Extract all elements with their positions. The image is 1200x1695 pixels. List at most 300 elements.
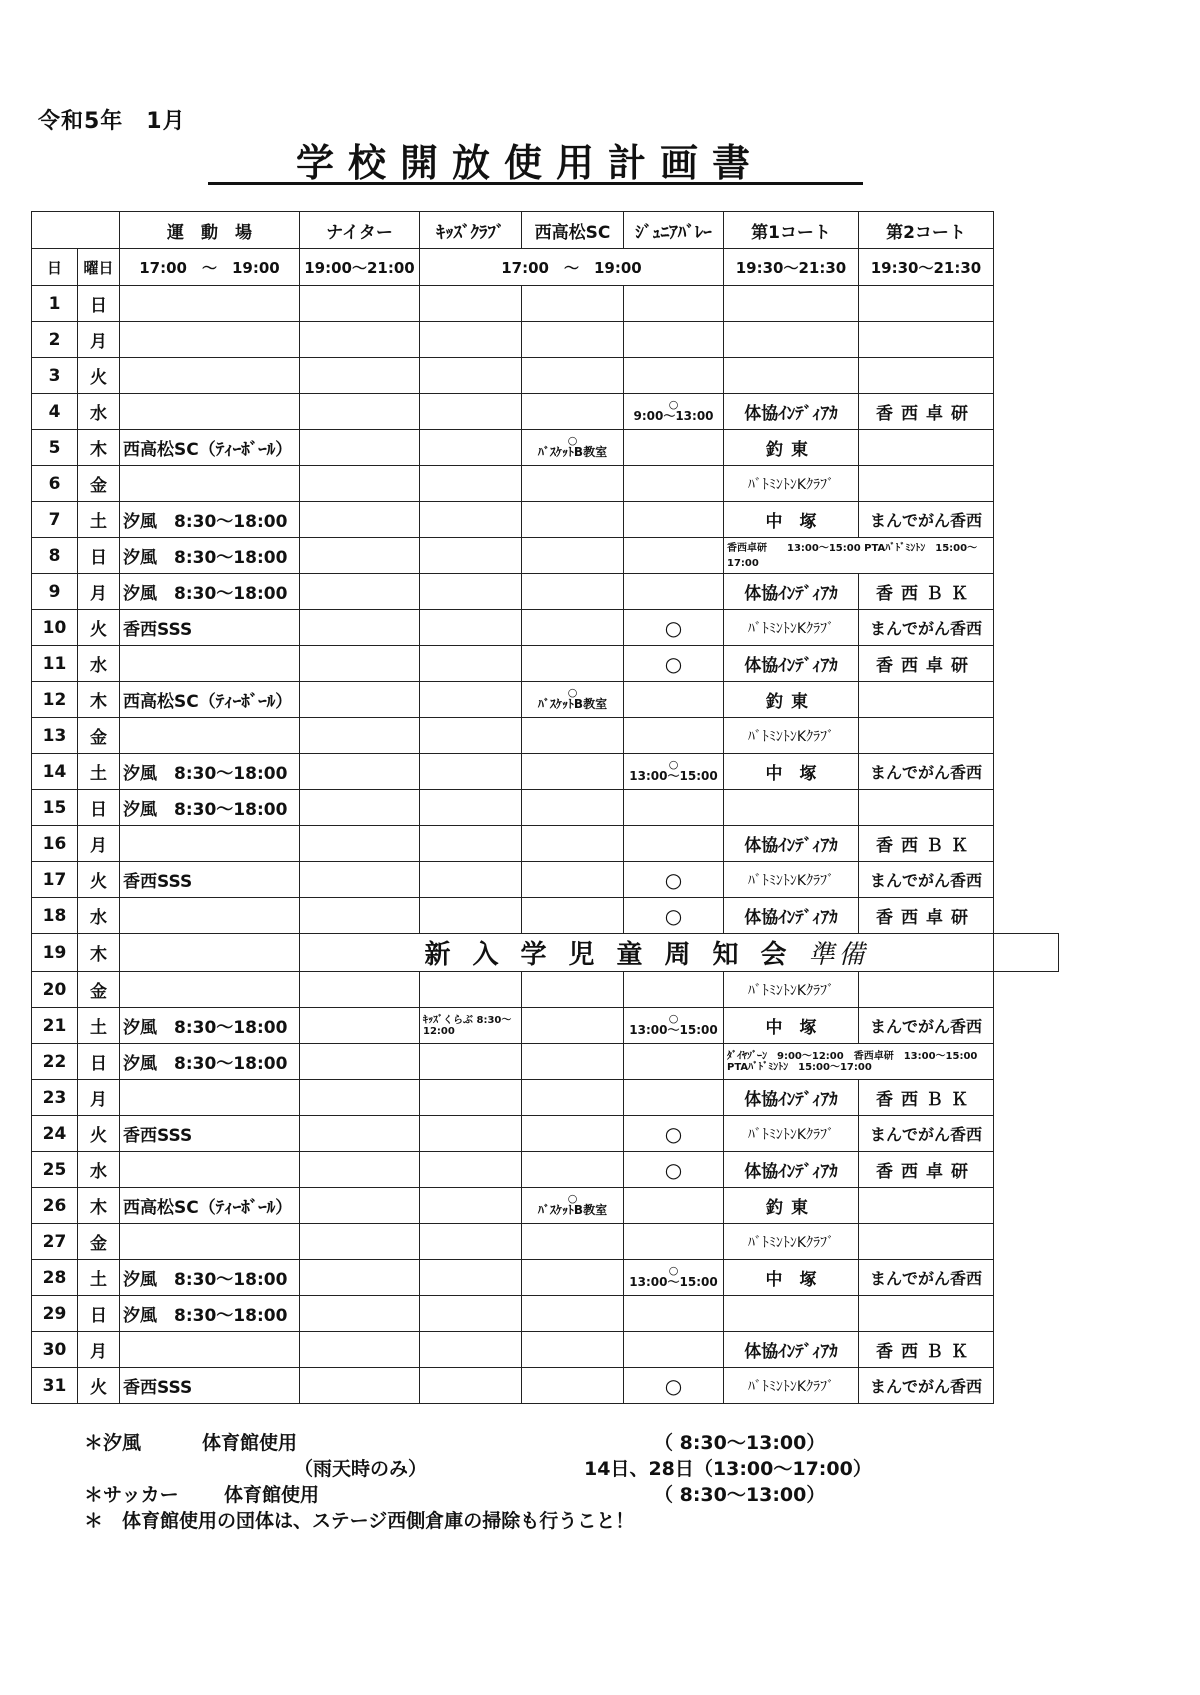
nighter-cell <box>300 1368 420 1404</box>
schedule-body <box>32 212 1059 1404</box>
sc-cell <box>522 826 624 862</box>
table-row <box>32 286 1059 322</box>
note-soccer-time: （ 8:30～13:00） <box>654 1484 826 1506</box>
court1-cell: 体協ｲﾝﾃﾞｨｱｶ <box>724 574 859 610</box>
field-cell <box>120 1152 300 1188</box>
table-row <box>32 1224 1059 1260</box>
note-shiokaze <box>84 1430 914 1456</box>
junior-volley-cell <box>624 286 724 322</box>
field-cell: 汐風 8:30～18:00 <box>120 790 300 826</box>
table-row <box>32 826 1059 862</box>
weekday-cell: 火 <box>78 862 120 898</box>
field-cell <box>120 322 300 358</box>
junior-volley-cell <box>624 466 724 502</box>
court1-cell: 釣東 <box>724 1188 859 1224</box>
nighter-cell <box>300 1260 420 1296</box>
field-cell: 汐風 8:30～18:00 <box>120 574 300 610</box>
junior-volley-cell <box>624 1188 724 1224</box>
day-cell: 24 <box>32 1116 78 1152</box>
field-cell: 汐風 8:30～18:00 <box>120 1008 300 1044</box>
weekday-cell: 土 <box>78 754 120 790</box>
nighter-cell <box>300 718 420 754</box>
court1-cell: 体協ｲﾝﾃﾞｨｱｶ <box>724 394 859 430</box>
court1-cell: 中 塚 <box>724 754 859 790</box>
field-cell <box>120 1080 300 1116</box>
day-cell: 21 <box>32 1008 78 1044</box>
sc-cell <box>522 610 624 646</box>
court2-cell <box>859 430 994 466</box>
day-cell: 29 <box>32 1296 78 1332</box>
nighter-cell <box>300 1296 420 1332</box>
table-row <box>32 898 1059 934</box>
junior-volley-cell <box>624 394 724 430</box>
court1-cell: 中 塚 <box>724 1008 859 1044</box>
note-soccer-label: ＊サッカー <box>84 1484 179 1506</box>
day-cell: 6 <box>32 466 78 502</box>
table-row <box>32 538 1059 574</box>
kids-club-cell <box>420 1188 522 1224</box>
day-cell: 3 <box>32 358 78 394</box>
sc-cell <box>522 1188 624 1224</box>
field-cell <box>120 286 300 322</box>
sc-cell <box>522 754 624 790</box>
kids-club-cell <box>420 466 522 502</box>
junior-volley-cell <box>624 1332 724 1368</box>
field-cell <box>120 898 300 934</box>
court1-cell: 釣東 <box>724 430 859 466</box>
court2-cell <box>859 682 994 718</box>
weekday-cell: 火 <box>78 610 120 646</box>
weekday-cell: 木 <box>78 682 120 718</box>
nighter-cell <box>300 574 420 610</box>
court2-cell: 香西卓研 <box>859 394 994 430</box>
note-soccer-text: 体育館使用 <box>224 1484 320 1506</box>
court1-cell: 体協ｲﾝﾃﾞｨｱｶ <box>724 1080 859 1116</box>
field-cell <box>120 972 300 1008</box>
court2-cell: 香西ＢＫ <box>859 574 994 610</box>
court1-cell: 体協ｲﾝﾃﾞｨｱｶ <box>724 1332 859 1368</box>
note-shiokaze-time: （ 8:30～13:00） <box>654 1432 826 1454</box>
junior-volley-cell <box>624 322 724 358</box>
court1-cell: ﾊﾞﾄﾐﾝﾄﾝKｸﾗﾌﾞ <box>724 972 859 1008</box>
nighter-cell <box>300 754 420 790</box>
kids-club-cell <box>420 972 522 1008</box>
nighter-cell <box>300 826 420 862</box>
weekday-cell: 土 <box>78 1260 120 1296</box>
junior-volley-cell <box>624 790 724 826</box>
header-kids-club: ｷｯｽﾞｸﾗﾌﾞ <box>420 212 522 249</box>
field-cell <box>120 394 300 430</box>
kids-club-cell <box>420 862 522 898</box>
court2-cell: まんでがん香西 <box>859 610 994 646</box>
weekday-cell: 水 <box>78 646 120 682</box>
weekday-cell: 土 <box>78 1008 120 1044</box>
kids-club-cell <box>420 1332 522 1368</box>
day-cell: 4 <box>32 394 78 430</box>
kids-club-cell: ｷｯｽﾞくらぶ 8:30～12:00 <box>420 1008 522 1044</box>
kids-club-cell <box>420 1296 522 1332</box>
day-cell: 27 <box>32 1224 78 1260</box>
weekday-cell: 木 <box>78 934 120 972</box>
weekday-cell: 水 <box>78 1152 120 1188</box>
day-cell: 9 <box>32 574 78 610</box>
court2-cell: 香西ＢＫ <box>859 826 994 862</box>
junior-volley-cell <box>624 1260 724 1296</box>
nighter-cell <box>300 358 420 394</box>
subheader-kids-time: 17:00 ～ 19:00 <box>420 249 724 286</box>
day-cell: 11 <box>32 646 78 682</box>
weekday-cell: 日 <box>78 286 120 322</box>
sc-cell <box>522 646 624 682</box>
day-cell: 8 <box>32 538 78 574</box>
weekday-cell: 土 <box>78 502 120 538</box>
nighter-cell <box>300 646 420 682</box>
day-cell: 12 <box>32 682 78 718</box>
header-field: 運 動 場 <box>120 212 300 249</box>
table-row <box>32 1044 1059 1080</box>
field-cell: 汐風 8:30～18:00 <box>120 1296 300 1332</box>
sc-cell <box>522 1080 624 1116</box>
court1-cell: ﾊﾞﾄﾐﾝﾄﾝKｸﾗﾌﾞ <box>724 718 859 754</box>
field-cell <box>120 358 300 394</box>
sc-cell <box>522 538 624 574</box>
court1-cell <box>724 790 859 826</box>
kids-club-cell <box>420 358 522 394</box>
field-cell: 汐風 8:30～18:00 <box>120 1044 300 1080</box>
day-cell: 16 <box>32 826 78 862</box>
sc-cell <box>522 430 624 466</box>
day-cell: 17 <box>32 862 78 898</box>
schedule-table <box>31 211 1059 1404</box>
weekday-cell: 木 <box>78 1188 120 1224</box>
sc-cell <box>522 1008 624 1044</box>
court1-cell: ﾊﾞﾄﾐﾝﾄﾝKｸﾗﾌﾞ <box>724 862 859 898</box>
court2-cell <box>859 286 994 322</box>
junior-volley-cell <box>624 358 724 394</box>
day-cell: 22 <box>32 1044 78 1080</box>
court1-cell: 体協ｲﾝﾃﾞｨｱｶ <box>724 898 859 934</box>
subheader-court1-time: 19:30～21:30 <box>724 249 859 286</box>
note-rain <box>84 1456 914 1482</box>
weekday-cell: 金 <box>78 466 120 502</box>
court1-cell: 体協ｲﾝﾃﾞｨｱｶ <box>724 826 859 862</box>
note-shiokaze-label: ＊汐風 <box>84 1432 142 1454</box>
junior-volley-time: 13:00～15:00 <box>629 769 718 783</box>
kids-club-cell <box>420 682 522 718</box>
header-nishitakamatsu-sc: 西高松SC <box>522 212 624 249</box>
court2-cell <box>994 934 1059 972</box>
circle-mark-icon: ○ <box>668 1264 679 1277</box>
court-combined-cell: 香西卓研 13:00～15:00 PTAﾊﾞﾄﾞﾐﾝﾄﾝ 15:00～17:00 <box>724 538 994 574</box>
day-cell: 10 <box>32 610 78 646</box>
junior-volley-cell <box>624 972 724 1008</box>
junior-volley-cell: ○ <box>624 862 724 898</box>
field-cell: 汐風 8:30～18:00 <box>120 502 300 538</box>
sc-cell <box>522 1044 624 1080</box>
day-cell: 19 <box>32 934 78 972</box>
table-row <box>32 1116 1059 1152</box>
weekday-cell: 月 <box>78 1332 120 1368</box>
court2-cell: まんでがん香西 <box>859 1260 994 1296</box>
weekday-cell: 水 <box>78 394 120 430</box>
notes-section <box>84 1430 914 1534</box>
junior-volley-cell: ○ <box>624 646 724 682</box>
subheader-court2-time: 19:30～21:30 <box>859 249 994 286</box>
table-row <box>32 934 1059 972</box>
nighter-cell <box>300 972 420 1008</box>
kids-club-cell <box>420 1152 522 1188</box>
weekday-cell: 月 <box>78 826 120 862</box>
day-cell: 26 <box>32 1188 78 1224</box>
sc-label: ﾊﾞｽｹｯﾄB教室 <box>537 697 608 711</box>
junior-volley-cell <box>624 754 724 790</box>
subheader-row <box>32 249 1059 286</box>
kids-club-cell <box>420 538 522 574</box>
table-row <box>32 358 1059 394</box>
table-row <box>32 1368 1059 1404</box>
weekday-cell: 月 <box>78 1080 120 1116</box>
circle-mark-icon: ○ <box>668 398 679 411</box>
title-underline <box>208 182 863 185</box>
court1-cell <box>724 322 859 358</box>
court2-cell <box>859 718 994 754</box>
court2-cell: まんでがん香西 <box>859 1008 994 1044</box>
field-cell: 汐風 8:30～18:00 <box>120 1260 300 1296</box>
event-banner <box>300 934 994 972</box>
court2-cell <box>859 358 994 394</box>
court1-cell: ﾊﾞﾄﾐﾝﾄﾝKｸﾗﾌﾞ <box>724 466 859 502</box>
field-cell: 汐風 8:30～18:00 <box>120 754 300 790</box>
court2-cell: 香西ＢＫ <box>859 1332 994 1368</box>
field-cell: 汐風 8:30～18:00 <box>120 538 300 574</box>
court1-cell: ﾊﾞﾄﾐﾝﾄﾝKｸﾗﾌﾞ <box>724 1368 859 1404</box>
circle-mark-icon: ○ <box>567 1192 578 1205</box>
table-row <box>32 646 1059 682</box>
table-row <box>32 322 1059 358</box>
day-cell: 31 <box>32 1368 78 1404</box>
weekday-cell: 金 <box>78 1224 120 1260</box>
field-cell <box>120 1224 300 1260</box>
junior-volley-cell <box>624 1224 724 1260</box>
table-row <box>32 574 1059 610</box>
field-cell <box>120 934 300 972</box>
court1-cell: 中 塚 <box>724 1260 859 1296</box>
banner-text: 新入学児童周知会 <box>424 940 809 970</box>
nighter-cell <box>300 1044 420 1080</box>
day-cell: 25 <box>32 1152 78 1188</box>
court2-cell <box>859 972 994 1008</box>
junior-volley-cell <box>624 826 724 862</box>
table-row <box>32 466 1059 502</box>
field-cell <box>120 1332 300 1368</box>
junior-volley-time: 13:00～15:00 <box>629 1023 718 1037</box>
sc-cell <box>522 1260 624 1296</box>
header-row <box>32 212 1059 249</box>
circle-mark-icon: ○ <box>567 434 578 447</box>
weekday-cell: 火 <box>78 358 120 394</box>
nighter-cell <box>300 898 420 934</box>
sc-cell <box>522 898 624 934</box>
court1-cell <box>724 358 859 394</box>
weekday-cell: 水 <box>78 898 120 934</box>
handwritten-note: 準備 <box>808 940 869 970</box>
table-row <box>32 1008 1059 1044</box>
court2-cell <box>859 1224 994 1260</box>
table-row <box>32 682 1059 718</box>
field-cell: 香西SSS <box>120 610 300 646</box>
sc-cell <box>522 1296 624 1332</box>
court2-cell: 香西卓研 <box>859 898 994 934</box>
sc-cell <box>522 322 624 358</box>
era-date: 令和5年 1月 <box>38 109 186 134</box>
sc-cell <box>522 972 624 1008</box>
day-cell: 5 <box>32 430 78 466</box>
court1-cell: 釣東 <box>724 682 859 718</box>
nighter-cell <box>300 466 420 502</box>
table-row <box>32 1296 1059 1332</box>
nighter-cell <box>300 322 420 358</box>
kids-club-cell <box>420 610 522 646</box>
header-junior-volley: ｼﾞｭﾆｱﾊﾞﾚｰ <box>624 212 724 249</box>
field-cell <box>120 466 300 502</box>
junior-volley-cell: ○ <box>624 1152 724 1188</box>
nighter-cell <box>300 1332 420 1368</box>
weekday-cell: 日 <box>78 1296 120 1332</box>
weekday-cell: 火 <box>78 1116 120 1152</box>
weekday-cell: 金 <box>78 718 120 754</box>
court2-cell <box>859 790 994 826</box>
court2-cell <box>859 1296 994 1332</box>
day-cell: 15 <box>32 790 78 826</box>
nighter-cell <box>300 862 420 898</box>
court1-cell: ﾊﾞﾄﾐﾝﾄﾝKｸﾗﾌﾞ <box>724 1116 859 1152</box>
day-cell: 23 <box>32 1080 78 1116</box>
table-row <box>32 1260 1059 1296</box>
field-cell: 西高松SC（ﾃｨｰﾎﾞｰﾙ） <box>120 1188 300 1224</box>
note-soccer <box>84 1482 914 1508</box>
note-rain-text: （雨天時のみ） <box>294 1458 428 1480</box>
sc-cell <box>522 1368 624 1404</box>
nighter-cell <box>300 1152 420 1188</box>
weekday-cell: 金 <box>78 972 120 1008</box>
header-court2: 第2コート <box>859 212 994 249</box>
kids-club-cell <box>420 790 522 826</box>
junior-volley-cell <box>624 538 724 574</box>
header-nighter: ナイター <box>300 212 420 249</box>
sc-cell <box>522 1116 624 1152</box>
day-cell: 1 <box>32 286 78 322</box>
court2-cell: まんでがん香西 <box>859 1368 994 1404</box>
table-row <box>32 754 1059 790</box>
kids-club-cell <box>420 502 522 538</box>
weekday-cell: 月 <box>78 322 120 358</box>
court2-cell <box>859 466 994 502</box>
nighter-cell <box>300 1080 420 1116</box>
table-row <box>32 1188 1059 1224</box>
field-cell <box>120 826 300 862</box>
field-cell: 西高松SC（ﾃｨｰﾎﾞｰﾙ） <box>120 682 300 718</box>
sc-cell <box>522 790 624 826</box>
court2-cell <box>859 322 994 358</box>
note-cleaning <box>84 1508 914 1534</box>
sc-cell <box>522 718 624 754</box>
kids-club-cell <box>420 718 522 754</box>
court1-cell: ﾊﾞﾄﾐﾝﾄﾝKｸﾗﾌﾞ <box>724 1224 859 1260</box>
table-row <box>32 1080 1059 1116</box>
nighter-cell <box>300 1224 420 1260</box>
field-cell: 香西SSS <box>120 862 300 898</box>
weekday-cell: 木 <box>78 430 120 466</box>
sc-cell <box>522 682 624 718</box>
day-cell: 18 <box>32 898 78 934</box>
junior-volley-cell: ○ <box>624 1368 724 1404</box>
kids-club-cell <box>420 754 522 790</box>
table-row <box>32 790 1059 826</box>
sc-label: ﾊﾞｽｹｯﾄB教室 <box>537 1203 608 1217</box>
table-row <box>32 1152 1059 1188</box>
table-row <box>32 718 1059 754</box>
day-cell: 13 <box>32 718 78 754</box>
subheader-weekday: 曜日 <box>78 249 120 286</box>
court2-cell: 香西卓研 <box>859 646 994 682</box>
circle-mark-icon: ○ <box>668 1012 679 1025</box>
weekday-cell: 日 <box>78 790 120 826</box>
day-cell: 30 <box>32 1332 78 1368</box>
nighter-cell <box>300 502 420 538</box>
circle-mark-icon: ○ <box>668 758 679 771</box>
kids-club-cell <box>420 646 522 682</box>
kids-club-cell <box>420 1080 522 1116</box>
weekday-cell: 日 <box>78 538 120 574</box>
day-cell: 20 <box>32 972 78 1008</box>
sc-cell <box>522 466 624 502</box>
nighter-cell <box>300 1188 420 1224</box>
junior-volley-cell <box>624 1080 724 1116</box>
nighter-cell <box>300 538 420 574</box>
kids-club-cell <box>420 1116 522 1152</box>
field-cell: 香西SSS <box>120 1116 300 1152</box>
table-row <box>32 430 1059 466</box>
court1-cell: 体協ｲﾝﾃﾞｨｱｶ <box>724 646 859 682</box>
court1-cell <box>724 286 859 322</box>
sc-cell <box>522 286 624 322</box>
court1-cell <box>724 1296 859 1332</box>
nighter-cell <box>300 610 420 646</box>
kids-club-cell <box>420 394 522 430</box>
kids-club-cell <box>420 322 522 358</box>
kids-club-cell <box>420 1044 522 1080</box>
note-shiokaze-text: 体育館使用 <box>202 1432 298 1454</box>
kids-club-cell <box>420 898 522 934</box>
table-row <box>32 394 1059 430</box>
court2-cell: まんでがん香西 <box>859 1116 994 1152</box>
day-cell: 2 <box>32 322 78 358</box>
junior-volley-cell <box>624 502 724 538</box>
field-cell <box>120 646 300 682</box>
field-cell <box>120 718 300 754</box>
day-cell: 14 <box>32 754 78 790</box>
table-row <box>32 610 1059 646</box>
nighter-cell <box>300 790 420 826</box>
junior-volley-cell <box>624 430 724 466</box>
subheader-nighter-time: 19:00～21:00 <box>300 249 420 286</box>
sc-cell <box>522 394 624 430</box>
kids-club-cell <box>420 1368 522 1404</box>
court2-cell: まんでがん香西 <box>859 754 994 790</box>
circle-mark-icon: ○ <box>567 686 578 699</box>
nighter-cell <box>300 394 420 430</box>
header-court1: 第1コート <box>724 212 859 249</box>
